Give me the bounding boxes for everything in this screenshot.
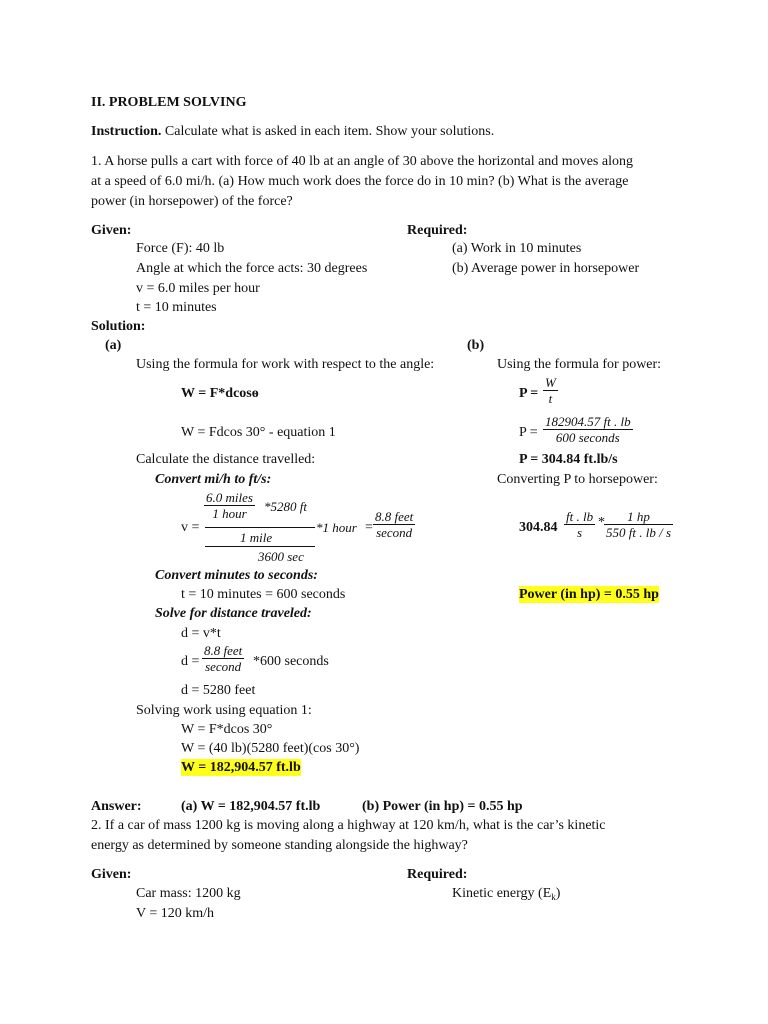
equals-sign: = — [365, 520, 373, 535]
b-intro: Using the formula for power: — [497, 357, 662, 372]
distance-fraction — [202, 643, 244, 674]
instruction-text: Calculate what is asked in each item. Show your solutions. — [161, 124, 495, 139]
required-label: Required: — [407, 223, 468, 238]
power-calc-fraction — [543, 414, 633, 445]
converting-heading: Converting P to horsepower: — [497, 472, 658, 487]
fraction-denominator: s — [577, 525, 583, 540]
instruction-label: Instruction. — [91, 124, 162, 139]
instruction — [91, 123, 494, 140]
distance-formula: d = v*t — [181, 626, 221, 641]
fraction-numerator: 182904.57 ft . lb — [545, 414, 631, 429]
required-subscript: k — [551, 892, 556, 902]
secondary-fraction-bar — [205, 546, 315, 547]
distance-result: d = 5280 feet — [181, 683, 256, 698]
fraction-numerator: 1 hp — [604, 509, 673, 525]
fraction-denominator: 550 ft . lb / s — [606, 525, 672, 540]
required-item-kinetic — [452, 885, 560, 906]
required-label-2: Required: — [407, 867, 468, 882]
hp-conversion-fraction — [604, 509, 673, 540]
fraction-denominator: second — [205, 659, 242, 674]
convert-mih-heading: Convert mi/h to ft/s: — [155, 472, 272, 487]
given-label-2: Given: — [91, 867, 132, 882]
part-a-label: (a) — [105, 338, 122, 353]
time-conversion: t = 10 minutes = 600 seconds — [181, 587, 346, 602]
fraction-numerator: W — [545, 375, 556, 390]
fraction-numerator: 6.0 miles — [206, 490, 253, 505]
solve-distance-heading: Solve for distance traveled: — [155, 606, 312, 621]
solving-work: Solving work using equation 1: — [136, 703, 312, 718]
fraction-denominator: 600 seconds — [555, 430, 620, 445]
fraction-denominator: second — [376, 525, 413, 540]
given-item: V = 120 km/h — [136, 906, 215, 921]
convert-min-heading: Convert minutes to seconds: — [155, 568, 318, 583]
calc-distance: Calculate the distance travelled: — [136, 452, 316, 467]
v-equals: v = — [181, 520, 200, 535]
problem2-line1: 2. If a car of mass 1200 kg is moving along a highway at 120 km/h, what is the car’s kinetic — [91, 818, 606, 833]
main-fraction-bar — [205, 527, 315, 528]
work-step-1: W = F*dcos 30° — [181, 722, 273, 737]
problem1-line2: at a speed of 6.0 mi/h. (a) How much work does the force do in 10 min? (b) What is the average — [91, 174, 629, 189]
d-equals: d = — [181, 654, 200, 669]
fraction-denominator: t — [548, 391, 553, 406]
p-equals: P = — [519, 386, 539, 401]
power-value: 304.84 — [519, 520, 558, 535]
given-item: Force (F): 40 lb — [136, 241, 225, 256]
p-equals-2: P = — [519, 425, 538, 440]
part-b-label: (b) — [467, 338, 485, 353]
solution-label: Solution: — [91, 319, 146, 334]
given-item: t = 10 minutes — [136, 300, 217, 315]
power-result: P = 304.84 ft.lb/s — [519, 452, 618, 467]
fraction-numerator: 8.8 feet — [375, 509, 414, 524]
work-result: W = 182,904.57 ft.lb — [181, 760, 301, 775]
required-item: (a) Work in 10 minutes — [452, 241, 582, 256]
given-item: Angle at which the force acts: 30 degrees — [136, 261, 368, 276]
required-text: Kinetic energy (E — [452, 886, 552, 901]
work-formula: W = F*dcosѳ — [181, 386, 259, 401]
fraction-denominator: 1 hour — [212, 506, 247, 521]
seconds-per-hour: 3600 sec — [258, 549, 304, 564]
required-close: ) — [555, 886, 561, 901]
miles-per-hour-fraction — [204, 490, 255, 521]
times-600-seconds: *600 seconds — [253, 654, 329, 669]
given-item: v = 6.0 miles per hour — [136, 281, 260, 296]
power-formula-fraction — [543, 375, 558, 406]
velocity-result-fraction — [373, 509, 415, 540]
problem1-line1: 1. A horse pulls a cart with force of 40 lb at an angle of 30 above the horizontal and moves along — [91, 154, 633, 169]
problem2-line2: energy as determined by someone standing alongside the highway? — [91, 838, 468, 853]
hp-result: Power (in hp) = 0.55 hp — [519, 587, 659, 602]
section-title: II. PROBLEM SOLVING — [91, 95, 247, 110]
multiply-sign: * — [598, 515, 605, 530]
problem1-line3: power (in horsepower) of the force? — [91, 194, 293, 209]
unit-fraction — [564, 509, 595, 540]
given-label: Given: — [91, 223, 132, 238]
ft-per-mile: *5280 ft — [264, 499, 307, 514]
work-step-2: W = (40 lb)(5280 feet)(cos 30°) — [181, 741, 360, 756]
given-item: Car mass: 1200 kg — [136, 886, 241, 901]
fraction-numerator: 8.8 feet — [204, 643, 243, 658]
required-item: (b) Average power in horsepower — [452, 261, 640, 276]
answer-label: Answer: — [91, 799, 142, 814]
answer-b: (b) Power (in hp) = 0.55 hp — [362, 799, 523, 814]
one-mile: 1 mile — [240, 530, 273, 545]
answer-a: (a) W = 182,904.57 ft.lb — [181, 799, 321, 814]
equation-1: W = Fdcos 30° - equation 1 — [181, 425, 336, 440]
one-hour: *1 hour — [316, 520, 357, 535]
fraction-numerator: ft . lb — [566, 509, 594, 524]
a-intro: Using the formula for work with respect to the angle: — [136, 357, 435, 372]
